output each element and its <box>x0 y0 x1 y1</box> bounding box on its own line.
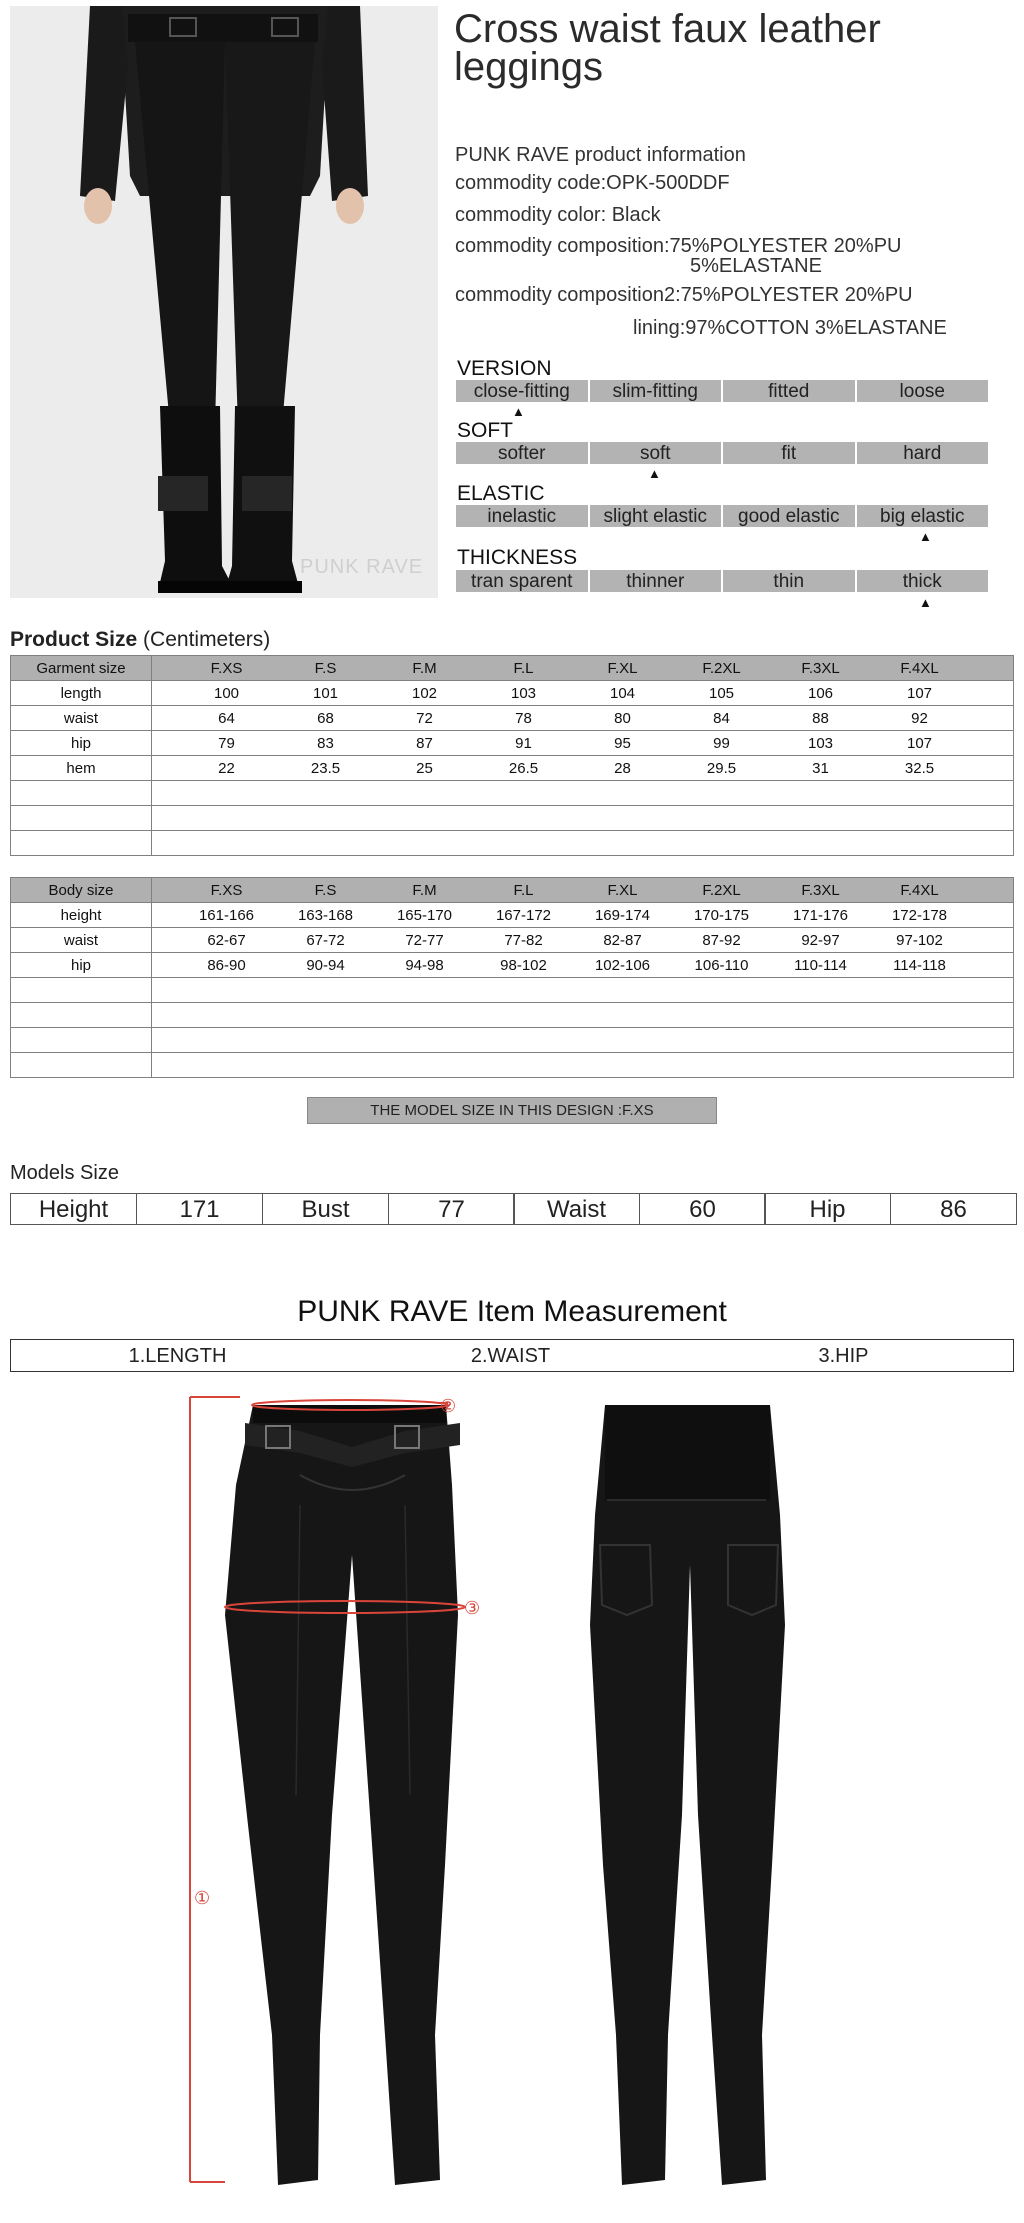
table-row <box>11 903 1014 928</box>
table-cell: 28 <box>614 759 631 777</box>
leggings-illustration <box>0 1395 1024 2218</box>
thickness-option: tran sparent <box>456 570 588 592</box>
commodity-code-label: commodity code: <box>455 172 607 194</box>
version-marker-icon: ▲ <box>512 404 525 419</box>
table-cell: 169-174 <box>594 906 651 924</box>
table-cell: 91 <box>515 734 532 752</box>
empty-row <box>11 1003 1014 1028</box>
soft-scale <box>456 442 988 464</box>
measurement-legend <box>10 1339 1014 1372</box>
commodity-code <box>455 172 730 195</box>
table-cell: 95 <box>614 734 631 752</box>
product-size-unit: (Centimeters) <box>143 628 271 651</box>
soft-option: soft <box>590 442 722 464</box>
leggings-back <box>590 1405 785 2185</box>
length-marker-icon: ① <box>194 1888 211 1909</box>
version-scale <box>456 380 988 402</box>
measurement-waist-label: 2.WAIST <box>470 1345 551 1367</box>
size-header: F.XS <box>210 659 243 677</box>
table-cell: 72 <box>416 709 433 727</box>
photo-watermark: PUNK RAVE <box>300 556 424 578</box>
table-cell: 23.5 <box>310 759 341 777</box>
table-cell: 104 <box>609 684 636 702</box>
table-cell: 80 <box>614 709 631 727</box>
table-cell: 78 <box>515 709 532 727</box>
table-cell: 107 <box>906 734 933 752</box>
model-waist <box>513 1193 766 1225</box>
table-cell: 92 <box>911 709 928 727</box>
elastic-label: ELASTIC <box>457 482 545 505</box>
table-row <box>11 756 1014 781</box>
version-option: loose <box>857 380 989 402</box>
models-size-title: Models Size <box>10 1162 119 1184</box>
lining-value: 97%COTTON 3%ELASTANE <box>685 317 947 339</box>
table-cell: 31 <box>812 759 829 777</box>
size-header: F.XS <box>210 881 243 899</box>
size-header: F.XL <box>607 659 638 677</box>
info-heading: PUNK RAVE product information <box>455 144 746 166</box>
table-cell: 94-98 <box>405 956 444 974</box>
commodity-composition <box>455 235 901 258</box>
model-stat-label: Height <box>38 1196 109 1223</box>
lining-label: lining: <box>633 317 686 339</box>
version-option: close-fitting <box>456 380 588 402</box>
table-cell: 165-170 <box>396 906 453 924</box>
table-cell: 101 <box>312 684 339 702</box>
model-stat-label: Bust <box>301 1196 350 1223</box>
model-stat-label: Hip <box>809 1196 846 1223</box>
table-cell: 82-87 <box>603 931 642 949</box>
waist-marker-icon: ② <box>440 1396 457 1417</box>
elastic-scale <box>456 505 988 527</box>
composition2-value: 75%POLYESTER 20%PU <box>680 284 913 306</box>
row-label: height <box>11 903 152 928</box>
table-cell: 98-102 <box>500 956 547 974</box>
size-header: F.2XL <box>702 881 741 899</box>
garment-size-header: Garment size <box>11 656 152 681</box>
elastic-marker-icon: ▲ <box>919 529 932 544</box>
elastic-option: big elastic <box>857 505 989 527</box>
row-label: hip <box>11 731 152 756</box>
empty-row <box>11 978 1014 1003</box>
table-cell: 97-102 <box>896 931 943 949</box>
table-cell: 79 <box>218 734 235 752</box>
empty-row <box>11 831 1014 856</box>
table-cell: 77-82 <box>504 931 543 949</box>
table-cell: 67-72 <box>306 931 345 949</box>
composition2-label: commodity composition2: <box>455 284 681 306</box>
table-cell: 90-94 <box>306 956 345 974</box>
table-cell: 110-114 <box>794 956 847 974</box>
table-cell: 100 <box>213 684 240 702</box>
table-row <box>11 681 1014 706</box>
size-header: F.S <box>314 881 337 899</box>
model-hip <box>764 1193 1017 1225</box>
table-cell: 87 <box>416 734 433 752</box>
table-cell: 106-110 <box>694 956 749 974</box>
version-option: fitted <box>723 380 855 402</box>
table-cell: 62-67 <box>207 931 246 949</box>
row-label: hem <box>11 756 152 781</box>
thickness-option: thick <box>857 570 989 592</box>
table-cell: 26.5 <box>508 759 539 777</box>
table-cell: 83 <box>317 734 334 752</box>
size-header: F.L <box>513 881 534 899</box>
soft-option: fit <box>723 442 855 464</box>
table-cell: 103 <box>510 684 537 702</box>
size-header: F.L <box>513 659 534 677</box>
size-header: F.2XL <box>702 659 741 677</box>
table-cell: 99 <box>713 734 730 752</box>
size-header: F.4XL <box>900 881 939 899</box>
size-header: F.S <box>314 659 337 677</box>
size-header: F.M <box>412 659 437 677</box>
table-cell: 103 <box>807 734 834 752</box>
row-label: hip <box>11 953 152 978</box>
composition-label: commodity composition: <box>455 235 670 257</box>
commodity-code-value: OPK-500DDF <box>606 172 730 194</box>
table-cell: 72-77 <box>405 931 444 949</box>
row-label: length <box>11 681 152 706</box>
lining <box>633 317 947 340</box>
composition-value-2: 5%ELASTANE <box>690 255 822 277</box>
soft-option: softer <box>456 442 588 464</box>
table-cell: 163-168 <box>297 906 354 924</box>
body-size-table <box>10 877 1014 1078</box>
size-header: F.4XL <box>900 659 939 677</box>
model-stat-value: 171 <box>136 1194 262 1224</box>
table-header-row <box>11 656 1014 681</box>
size-header: F.XL <box>607 881 638 899</box>
elastic-option: inelastic <box>456 505 588 527</box>
table-cell: 87-92 <box>702 931 741 949</box>
thickness-option: thin <box>723 570 855 592</box>
table-cell: 25 <box>416 759 433 777</box>
model-stat-label: Waist <box>546 1196 607 1223</box>
measurement-title: PUNK RAVE Item Measurement <box>297 1295 727 1328</box>
commodity-color <box>455 204 661 227</box>
elastic-option: slight elastic <box>590 505 722 527</box>
product-size-heading: Product Size <box>10 628 138 651</box>
commodity-composition2 <box>455 284 913 307</box>
table-cell: 64 <box>218 709 235 727</box>
table-cell: 106 <box>807 684 834 702</box>
model-stat-value: 60 <box>639 1194 765 1224</box>
soft-marker-icon: ▲ <box>648 466 661 481</box>
thickness-marker-icon: ▲ <box>919 595 932 610</box>
model-bust <box>262 1193 515 1225</box>
model-stat-value: 86 <box>890 1194 1016 1224</box>
product-size-table <box>10 655 1014 856</box>
table-cell: 171-176 <box>792 906 849 924</box>
table-cell: 105 <box>708 684 735 702</box>
table-cell: 172-178 <box>891 906 948 924</box>
table-cell: 92-97 <box>801 931 840 949</box>
table-cell: 22 <box>218 759 235 777</box>
thickness-option: thinner <box>590 570 722 592</box>
measurement-hip-label: 3.HIP <box>818 1345 869 1367</box>
table-cell: 114-118 <box>893 956 946 974</box>
table-row <box>11 731 1014 756</box>
empty-row <box>11 806 1014 831</box>
leggings-front <box>225 1405 460 2185</box>
table-cell: 170-175 <box>693 906 750 924</box>
model-stat-value: 77 <box>388 1194 514 1224</box>
table-cell: 102 <box>411 684 438 702</box>
table-cell: 86-90 <box>207 956 246 974</box>
table-header-row <box>11 878 1014 903</box>
table-row <box>11 953 1014 978</box>
hip-marker-icon: ③ <box>464 1598 481 1619</box>
table-cell: 29.5 <box>706 759 737 777</box>
table-cell: 68 <box>317 709 334 727</box>
soft-option: hard <box>857 442 989 464</box>
empty-row <box>11 1053 1014 1078</box>
product-size-title <box>10 628 270 652</box>
table-cell: 32.5 <box>904 759 935 777</box>
body-size-header: Body size <box>11 878 152 903</box>
table-row <box>11 706 1014 731</box>
table-cell: 107 <box>906 684 933 702</box>
table-cell: 102-106 <box>594 956 651 974</box>
length-measure-line <box>190 1397 240 2182</box>
product-title: Cross waist faux leather leggings <box>454 7 881 89</box>
table-row <box>11 928 1014 953</box>
table-cell: 161-166 <box>198 906 255 924</box>
table-cell: 88 <box>812 709 829 727</box>
model-illustration <box>10 6 438 598</box>
elastic-option: good elastic <box>723 505 855 527</box>
version-option: slim-fitting <box>590 380 722 402</box>
row-label: waist <box>11 706 152 731</box>
size-header: F.M <box>412 881 437 899</box>
size-header: F.3XL <box>801 659 840 677</box>
table-cell: 167-172 <box>495 906 552 924</box>
row-label: waist <box>11 928 152 953</box>
table-cell: 84 <box>713 709 730 727</box>
measurement-diagram <box>0 1395 1024 2218</box>
composition-value-1: 75%POLYESTER 20%PU <box>669 235 902 257</box>
measurement-length-label: 1.LENGTH <box>128 1345 227 1367</box>
product-photo <box>10 6 438 598</box>
model-height <box>10 1193 263 1225</box>
empty-row <box>11 1028 1014 1053</box>
soft-label: SOFT <box>457 419 513 442</box>
size-header: F.3XL <box>801 881 840 899</box>
thickness-scale <box>456 570 988 592</box>
model-size-note: THE MODEL SIZE IN THIS DESIGN :F.XS <box>307 1097 717 1124</box>
commodity-color-label: commodity color: <box>455 204 607 226</box>
version-label: VERSION <box>457 357 552 380</box>
empty-row <box>11 781 1014 806</box>
thickness-label: THICKNESS <box>457 546 578 569</box>
commodity-color-value: Black <box>611 204 661 226</box>
